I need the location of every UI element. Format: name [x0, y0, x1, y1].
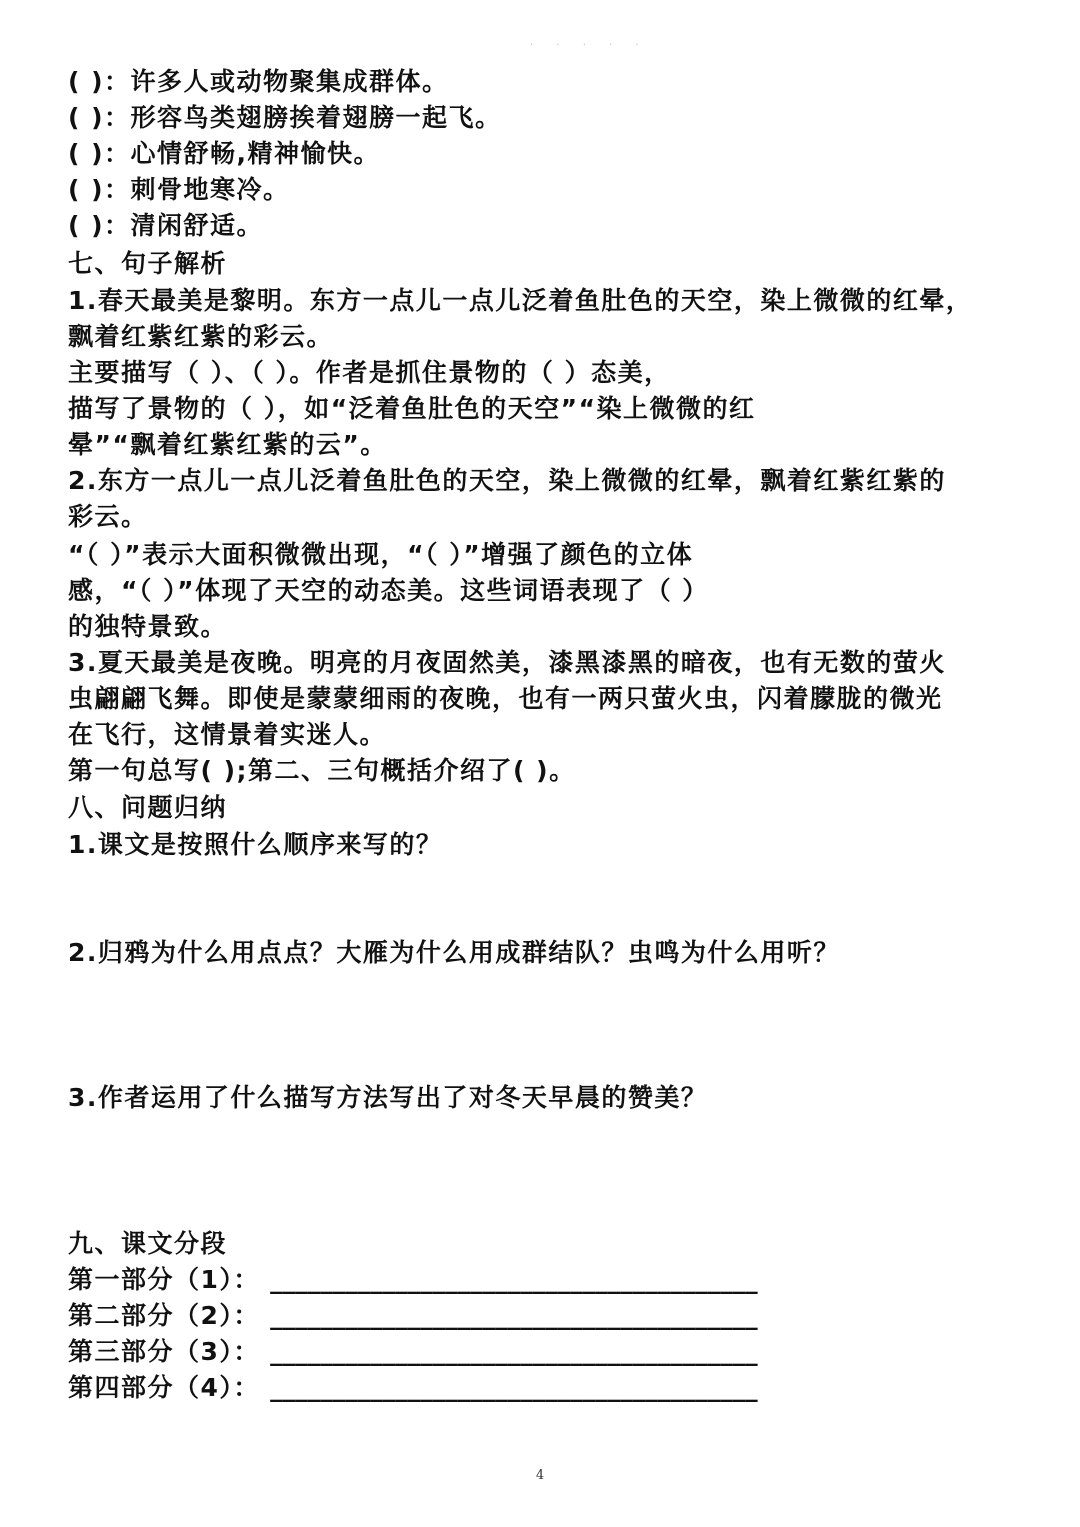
fill-def-4: ( )：刺骨地寒冷。 [68, 175, 290, 204]
s7-q2-line-4: 感，“（ ）”体现了天空的动态美。这些词语表现了（ ） [68, 576, 709, 605]
part-label-4: 第四部分（4）： [68, 1373, 260, 1402]
s7-q1-line-1: 1.春天最美是黎明。东方一点儿一点儿泛着鱼肚色的天空，染上微微的红晕， [68, 286, 973, 315]
fill-def-5: ( )：清闲舒适。 [68, 211, 264, 240]
part-blank-3: _______________________________________ [270, 1337, 758, 1366]
s7-q2-line-1: 2.东方一点儿一点儿泛着鱼肚色的天空，染上微微的红晕，飘着红紫红紫的 [68, 466, 946, 495]
top-marks: · · · · · [530, 40, 649, 51]
page-number: 4 [535, 1468, 545, 1483]
part-label-2: 第二部分（2）： [68, 1301, 260, 1330]
part-label-3: 第三部分（3）： [68, 1337, 260, 1366]
fill-def-2: ( )：形容鸟类翅膀挨着翅膀一起飞。 [68, 103, 502, 132]
s7-q3-line-1: 3.夏天最美是夜晚。明亮的月夜固然美，漆黑漆黑的暗夜，也有无数的萤火 [68, 648, 946, 677]
part-blank-4: _______________________________________ [270, 1373, 758, 1402]
part-row-1 [68, 1262, 758, 1298]
section-8-title: 八、问题归纳 [68, 793, 228, 822]
s7-q3-line-3: 在飞行，这情景着实迷人。 [68, 720, 387, 749]
part-label-1: 第一部分（1）： [68, 1265, 260, 1294]
fill-def-3: ( )：心情舒畅,精神愉快。 [68, 139, 381, 168]
s8-question-2: 2.归鸦为什么用点点？大雁为什么用成群结队？虫鸣为什么用听？ [68, 938, 840, 967]
s7-q1-line-5: 晕”“飘着红紫红紫的云”。 [68, 430, 387, 459]
s8-question-3: 3.作者运用了什么描写方法写出了对冬天早晨的赞美？ [68, 1083, 708, 1112]
s7-q3-line-4: 第一句总写( );第二、三句概括介绍了( )。 [68, 756, 576, 785]
s7-q1-line-2: 飘着红紫红紫的彩云。 [68, 322, 334, 351]
part-blank-1: _______________________________________ [270, 1265, 758, 1294]
part-row-2 [68, 1298, 758, 1334]
s7-q1-line-4: 描写了景物的（ ），如“泛着鱼肚色的天空”“染上微微的红 [68, 394, 756, 423]
s7-q2-line-5: 的独特景致。 [68, 612, 228, 641]
section-9-title: 九、课文分段 [68, 1229, 228, 1258]
s7-q1-line-3: 主要描写（ ）、（ ）。作者是抓住景物的（ ）态美， [68, 358, 671, 387]
part-row-4 [68, 1370, 758, 1406]
part-blank-2: _______________________________________ [270, 1301, 758, 1330]
part-row-3 [68, 1334, 758, 1370]
s7-q2-line-2: 彩云。 [68, 502, 148, 531]
s8-question-1: 1.课文是按照什么顺序来写的？ [68, 830, 443, 859]
fill-def-1: ( )：许多人或动物聚集成群体。 [68, 67, 449, 96]
s7-q3-line-2: 虫翩翩飞舞。即使是蒙蒙细雨的夜晚，也有一两只萤火虫，闪着朦胧的微光 [68, 684, 943, 713]
s7-q2-line-3: “（ ）”表示大面积微微出现，“（ ）”增强了颜色的立体 [68, 540, 694, 569]
section-7-title: 七、句子解析 [68, 249, 228, 278]
